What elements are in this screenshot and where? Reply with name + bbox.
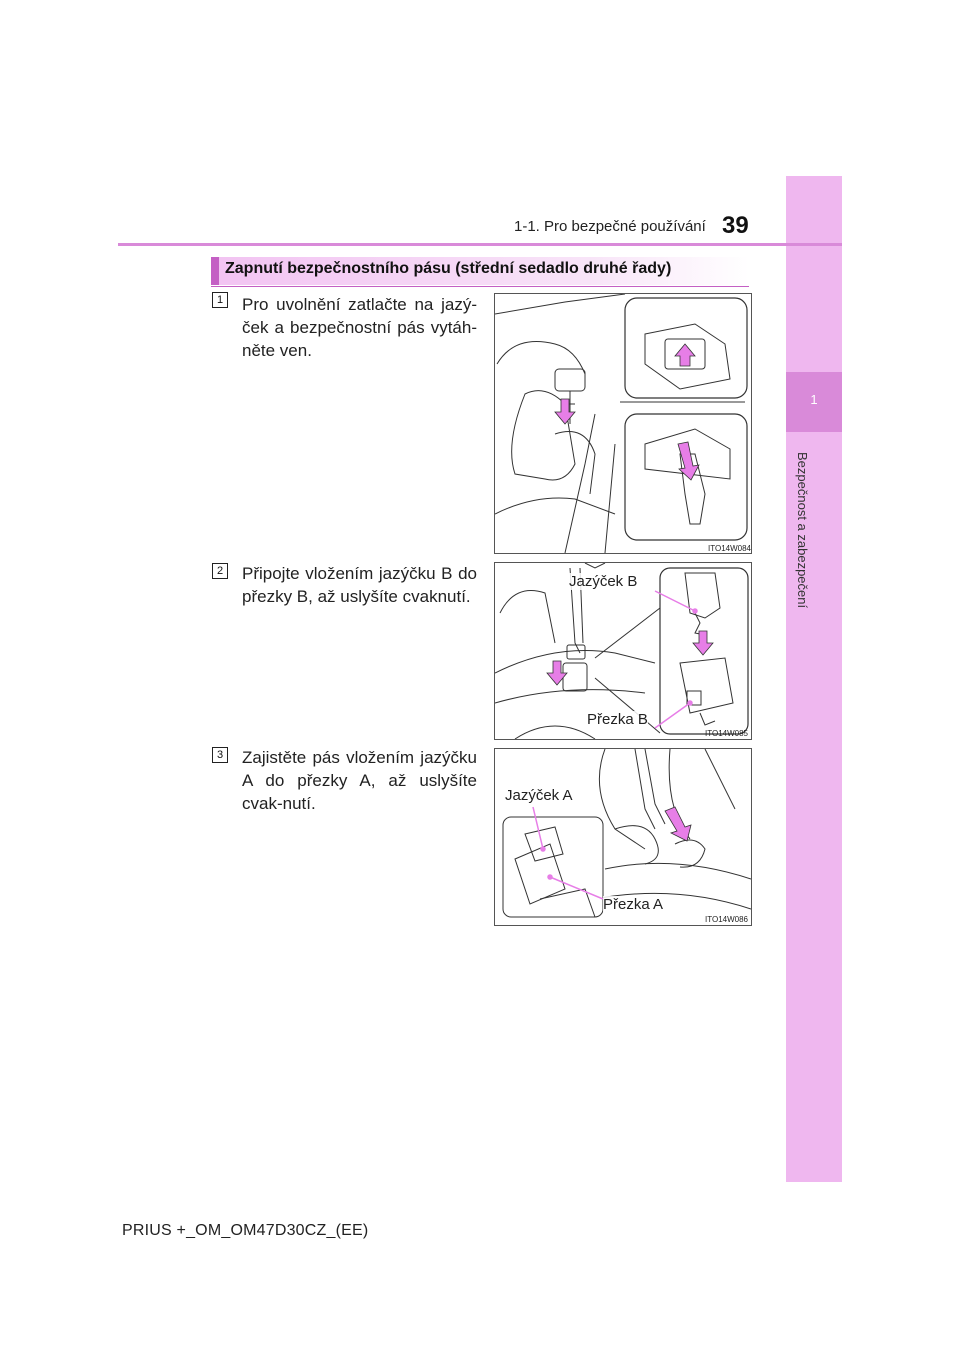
callout-buckle-b: Přezka B (587, 711, 648, 728)
chapter-sidebar (786, 176, 842, 1182)
step-number-3: 3 (212, 747, 228, 763)
figure-step-1 (494, 293, 752, 554)
header-rule (118, 243, 842, 246)
section-rule (211, 286, 749, 287)
chapter-title: 1-1. Pro bezpečné používání (514, 218, 706, 235)
figure-code-1: ITO14W084 (708, 544, 751, 553)
illustration-release-belt (495, 294, 751, 553)
section-accent (211, 257, 219, 285)
step-text-2: Připojte vložením jazýčku B do přezky B, až uslyšíte cvaknutí. (242, 564, 477, 606)
figure-code-2: ITO14W085 (705, 729, 748, 738)
step-number-1: 1 (212, 292, 228, 308)
figure-code-3: ITO14W086 (705, 915, 748, 924)
figure-step-3 (494, 748, 752, 926)
callout-buckle-a: Přezka A (603, 896, 664, 913)
chapter-number: 1 (810, 392, 818, 407)
step-text-1: Pro uvolnění zatlačte na jazý-ček a bezpečnostní pás vytáh-něte ven. (242, 295, 477, 360)
figure-step-2 (494, 562, 752, 740)
step-number-2: 2 (212, 563, 228, 579)
callout-tongue-b: Jazýček B (569, 573, 638, 590)
step-text-3: Zajistěte pás vložením jazýčku A do přezky A, až uslyšíte cvak-nutí. (242, 748, 477, 813)
section-title: Zapnutí bezpečnostního pásu (střední sedadlo druhé řady) (225, 260, 672, 277)
chapter-label: Bezpečnost a zabezpečení (795, 452, 810, 609)
document-code: PRIUS +_OM_OM47D30CZ_(EE) (122, 1222, 369, 1239)
callout-tongue-a: Jazýček A (505, 787, 573, 804)
page-number: 39 (722, 212, 749, 239)
